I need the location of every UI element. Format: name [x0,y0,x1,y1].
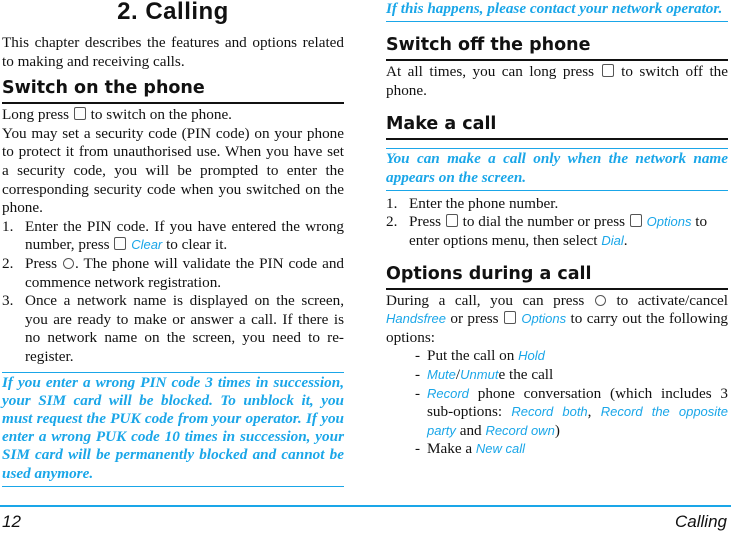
left-soft-key-icon [504,311,516,324]
options-soft-label: Options [521,311,567,327]
end-key-icon [602,64,614,77]
list-item: - Record phone conversation (which includes 3 sub-options: Record both, Record the opposite party and Record own) [415,384,729,439]
list-item: 1. Enter the PIN code. If you have entered the wrong number, press Clear to clear it. [2,217,344,254]
right-column [386,0,728,459]
clear-soft-label: Clear [131,237,163,253]
list-item: 2. Press . The phone will validate the PIN code and commence network registration. [2,254,345,291]
ok-key-icon [63,258,74,269]
list-item: - Mute/Unmute the call [415,365,554,383]
record-opposite-soft-label: Record the opposite party [427,404,729,438]
record-own-soft-label: Record own [485,422,555,438]
make-call-steps [386,195,728,251]
unmute-soft-label: Unmut [460,366,499,382]
page-footer [0,505,731,535]
handsfree-soft-label: Handsfree [386,311,446,327]
list-item: 2. Press to dial the number or press Options to enter options menu, then select Dial. [386,213,708,249]
switch-on-heading: Switch on the phone [2,77,344,104]
list-item: - Put the call on Hold [415,347,545,365]
page-number: 12 [2,512,21,531]
pin-warning-box [2,372,344,487]
call-key-icon [446,214,458,227]
dial-soft-label: Dial [601,232,624,248]
left-column [2,0,344,487]
list-item: 3. Once a network name is displayed on the screen, you are ready to make or answer a call. If there is no network name on the screen, you need to re-register. [2,292,344,365]
continued-note-box [386,0,728,22]
switch-off-paragraph: At all times, you can long press to switch off the phone. [386,63,729,99]
make-call-note-box [386,148,728,190]
end-key-icon [74,107,86,120]
switch-on-paragraph: Long press to switch on the phone. [2,106,232,124]
intro-paragraph: This chapter describes the features and options related to making and receiving calls. [2,34,344,70]
switch-off-heading: Switch off the phone [386,34,728,61]
options-paragraph: During a call, you can press to activate/cancel Handsfree or press Options to carry out the following options: [386,291,729,346]
mute-soft-label: Mute [427,366,456,382]
call-options-list [386,347,728,459]
pin-steps [2,218,344,367]
footer-section-title: Calling [675,512,727,531]
right-soft-key-icon [114,237,126,250]
hold-soft-label: Hold [518,348,545,364]
new-call-soft-label: New call [475,441,526,457]
options-soft-label: Options [646,214,692,230]
ok-key-icon [595,295,606,306]
list-item: - Make a New call [415,440,526,458]
left-soft-key-icon [630,214,642,227]
record-soft-label: Record [427,385,469,401]
security-paragraph: You may set a security code (PIN code) on your phone to protect it from unauthorised use. When you have set a security code, you will be prompted to enter the corresponding security code when you switched on the phone. [2,124,344,217]
list-item: 1. Enter the phone number. [386,194,559,212]
make-call-note-text: You can make a call only when the network name appears on the screen. [386,150,728,186]
continued-note-text: If this happens, please contact your network operator. [386,0,723,17]
options-heading: Options during a call [386,263,728,290]
chapter-title: 2. Calling [117,0,229,25]
pin-warning-text: If you enter a wrong PIN code 3 times in succession, your SIM card will be blocked. To unblock it, you must request the PUK code from your operator. If you enter a wrong PUK code 10 times in succession, your SIM card will be permanently blocked and cannot be used anymore. [2,373,344,482]
record-both-soft-label: Record both [511,404,588,420]
make-call-heading: Make a call [386,113,728,140]
